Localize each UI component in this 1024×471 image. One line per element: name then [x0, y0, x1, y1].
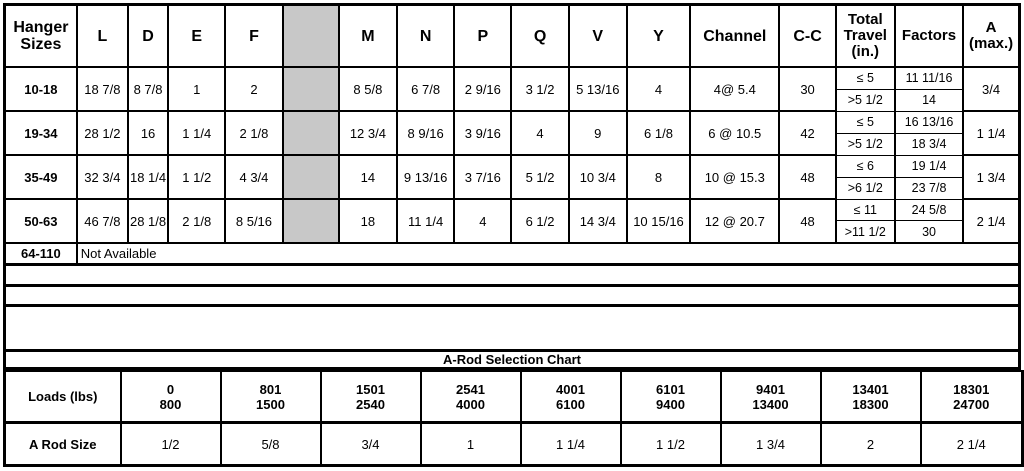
table-row [5, 155, 1020, 177]
load-range-cell [421, 371, 521, 423]
rod-chart-title: A-Rod Selection Chart [3, 352, 1021, 370]
dim-D-cell: 16 [128, 111, 168, 155]
load-range-cell [921, 371, 1023, 423]
header-V: V [569, 5, 627, 68]
dim-cc-cell: 30 [779, 67, 835, 111]
load-range-cell [321, 371, 421, 423]
load-range-cell [621, 371, 721, 423]
gray-spacer-cell [283, 155, 339, 199]
factor-cell: 23 7/8 [895, 177, 963, 199]
dim-D-cell: 8 7/8 [128, 67, 168, 111]
factor-cell: 18 3/4 [895, 133, 963, 155]
load-to: 800 [159, 396, 182, 412]
a-max-cell: 1 3/4 [963, 155, 1019, 199]
blank-row [3, 307, 1021, 352]
dim-D-cell: 18 1/4 [128, 155, 168, 199]
dim-E-cell: 1 1/4 [168, 111, 225, 155]
rod-size-cell: 5/8 [221, 423, 321, 466]
header-D: D [128, 5, 168, 68]
load-from: 9401 [756, 381, 785, 397]
hanger-size-cell: 10-18 [5, 67, 77, 111]
dim-V-cell: 9 [569, 111, 627, 155]
not-available-row [5, 243, 1020, 265]
dim-Q-cell: 6 1/2 [511, 199, 568, 243]
gray-spacer-cell [283, 67, 339, 111]
dim-F-cell: 8 5/16 [225, 199, 282, 243]
load-from: 18301 [953, 381, 990, 397]
load-range-cell [121, 371, 221, 423]
header-factors: Factors [895, 5, 963, 68]
dim-V-cell: 10 3/4 [569, 155, 627, 199]
header-channel: Channel [690, 5, 779, 68]
factor-cell: 11 11/16 [895, 67, 963, 89]
dim-N-cell: 9 13/16 [397, 155, 454, 199]
factor-cell: 30 [895, 221, 963, 243]
dim-cc-cell: 42 [779, 111, 835, 155]
dim-P-cell: 3 7/16 [454, 155, 511, 199]
header-L: L [77, 5, 128, 68]
load-range-cell [721, 371, 821, 423]
rod-size-cell: 1 [421, 423, 521, 466]
dim-N-cell: 8 9/16 [397, 111, 454, 155]
dim-L-cell: 18 7/8 [77, 67, 128, 111]
dim-N-cell: 6 7/8 [397, 67, 454, 111]
header-cc: C-C [779, 5, 835, 68]
a-max-cell: 2 1/4 [963, 199, 1019, 243]
load-to: 2540 [356, 396, 385, 412]
loads-row [5, 371, 1023, 423]
dim-channel-cell: 10 @ 15.3 [690, 155, 779, 199]
header-a-max: A (max.) [963, 5, 1019, 68]
dim-Y-cell: 6 1/8 [627, 111, 690, 155]
dim-L-cell: 28 1/2 [77, 111, 128, 155]
a-max-cell: 3/4 [963, 67, 1019, 111]
hanger-size-cell: 50-63 [5, 199, 77, 243]
table-row [5, 199, 1020, 221]
dim-cc-cell: 48 [779, 199, 835, 243]
dim-E-cell: 1 [168, 67, 225, 111]
dim-M-cell: 18 [339, 199, 397, 243]
rod-size-cell: 1/2 [121, 423, 221, 466]
dim-Q-cell: 3 1/2 [511, 67, 568, 111]
blank-row [3, 266, 1021, 287]
dim-Q-cell: 5 1/2 [511, 155, 568, 199]
dim-D-cell: 28 1/8 [128, 199, 168, 243]
load-range-cell [821, 371, 921, 423]
factor-cell: 24 5/8 [895, 199, 963, 221]
dim-N-cell: 11 1/4 [397, 199, 454, 243]
dim-P-cell: 3 9/16 [454, 111, 511, 155]
hanger-dimension-sheet [3, 3, 1021, 467]
dim-L-cell: 32 3/4 [77, 155, 128, 199]
travel-cell: ≤ 5 [836, 67, 895, 89]
header-hanger-sizes: Hanger Sizes [5, 5, 77, 68]
factor-cell: 16 13/16 [895, 111, 963, 133]
dim-P-cell: 4 [454, 199, 511, 243]
dim-M-cell: 12 3/4 [339, 111, 397, 155]
dim-channel-cell: 6 @ 10.5 [690, 111, 779, 155]
blank-row [3, 287, 1021, 307]
travel-cell: >6 1/2 [836, 177, 895, 199]
dim-M-cell: 8 5/8 [339, 67, 397, 111]
load-to: 1500 [256, 396, 285, 412]
header-Y: Y [627, 5, 690, 68]
dim-F-cell: 4 3/4 [225, 155, 282, 199]
hanger-size-cell: 35-49 [5, 155, 77, 199]
dim-channel-cell: 12 @ 20.7 [690, 199, 779, 243]
table-row [5, 111, 1020, 133]
gray-spacer-cell [283, 111, 339, 155]
dim-channel-cell: 4@ 5.4 [690, 67, 779, 111]
load-range-cell [221, 371, 321, 423]
load-from: 6101 [656, 381, 685, 397]
load-from: 4001 [556, 381, 585, 397]
load-to: 9400 [656, 396, 685, 412]
load-from: 0 [166, 381, 175, 397]
dim-cc-cell: 48 [779, 155, 835, 199]
travel-cell: ≤ 6 [836, 155, 895, 177]
header-M: M [339, 5, 397, 68]
rod-size-cell: 3/4 [321, 423, 421, 466]
load-to: 13400 [752, 396, 789, 412]
load-range-cell [521, 371, 621, 423]
header-N: N [397, 5, 454, 68]
dim-Y-cell: 8 [627, 155, 690, 199]
dim-Q-cell: 4 [511, 111, 568, 155]
hanger-size-cell: 19-34 [5, 111, 77, 155]
dimension-table [3, 3, 1021, 266]
rod-size-cell: 1 1/2 [621, 423, 721, 466]
dimension-table-body [5, 67, 1020, 265]
header-gray-spacer [283, 5, 339, 68]
loads-label: Loads (lbs) [5, 371, 121, 423]
load-from: 801 [259, 381, 282, 397]
header-F: F [225, 5, 282, 68]
travel-cell: >11 1/2 [836, 221, 895, 243]
travel-cell: >5 1/2 [836, 133, 895, 155]
dim-L-cell: 46 7/8 [77, 199, 128, 243]
a-rod-selection-table [3, 370, 1024, 467]
dim-F-cell: 2 1/8 [225, 111, 282, 155]
travel-cell: >5 1/2 [836, 89, 895, 111]
header-total-travel: Total Travel (in.) [836, 5, 895, 68]
table-row [5, 67, 1020, 89]
load-to: 4000 [456, 396, 485, 412]
load-from: 1501 [356, 381, 385, 397]
hanger-size-cell: 64-110 [5, 243, 77, 265]
factor-cell: 14 [895, 89, 963, 111]
load-from: 2541 [456, 381, 485, 397]
rod-size-cell: 1 1/4 [521, 423, 621, 466]
dim-F-cell: 2 [225, 67, 282, 111]
rod-size-cell: 2 1/4 [921, 423, 1023, 466]
rod-size-label: A Rod Size [5, 423, 121, 466]
header-Q: Q [511, 5, 568, 68]
dim-Y-cell: 10 15/16 [627, 199, 690, 243]
travel-cell: ≤ 11 [836, 199, 895, 221]
dim-P-cell: 2 9/16 [454, 67, 511, 111]
a-max-cell: 1 1/4 [963, 111, 1019, 155]
header-E: E [168, 5, 225, 68]
header-row [5, 5, 1020, 68]
rod-size-row [5, 423, 1023, 466]
dim-M-cell: 14 [339, 155, 397, 199]
load-to: 18300 [852, 396, 889, 412]
load-to: 24700 [953, 396, 990, 412]
dim-V-cell: 5 13/16 [569, 67, 627, 111]
gray-spacer-cell [283, 199, 339, 243]
header-P: P [454, 5, 511, 68]
load-from: 13401 [852, 381, 889, 397]
dim-Y-cell: 4 [627, 67, 690, 111]
dim-V-cell: 14 3/4 [569, 199, 627, 243]
dim-E-cell: 1 1/2 [168, 155, 225, 199]
not-available-text: Not Available [77, 243, 1020, 265]
rod-size-cell: 1 3/4 [721, 423, 821, 466]
load-to: 6100 [556, 396, 585, 412]
rod-size-cell: 2 [821, 423, 921, 466]
travel-cell: ≤ 5 [836, 111, 895, 133]
factor-cell: 19 1/4 [895, 155, 963, 177]
dim-E-cell: 2 1/8 [168, 199, 225, 243]
